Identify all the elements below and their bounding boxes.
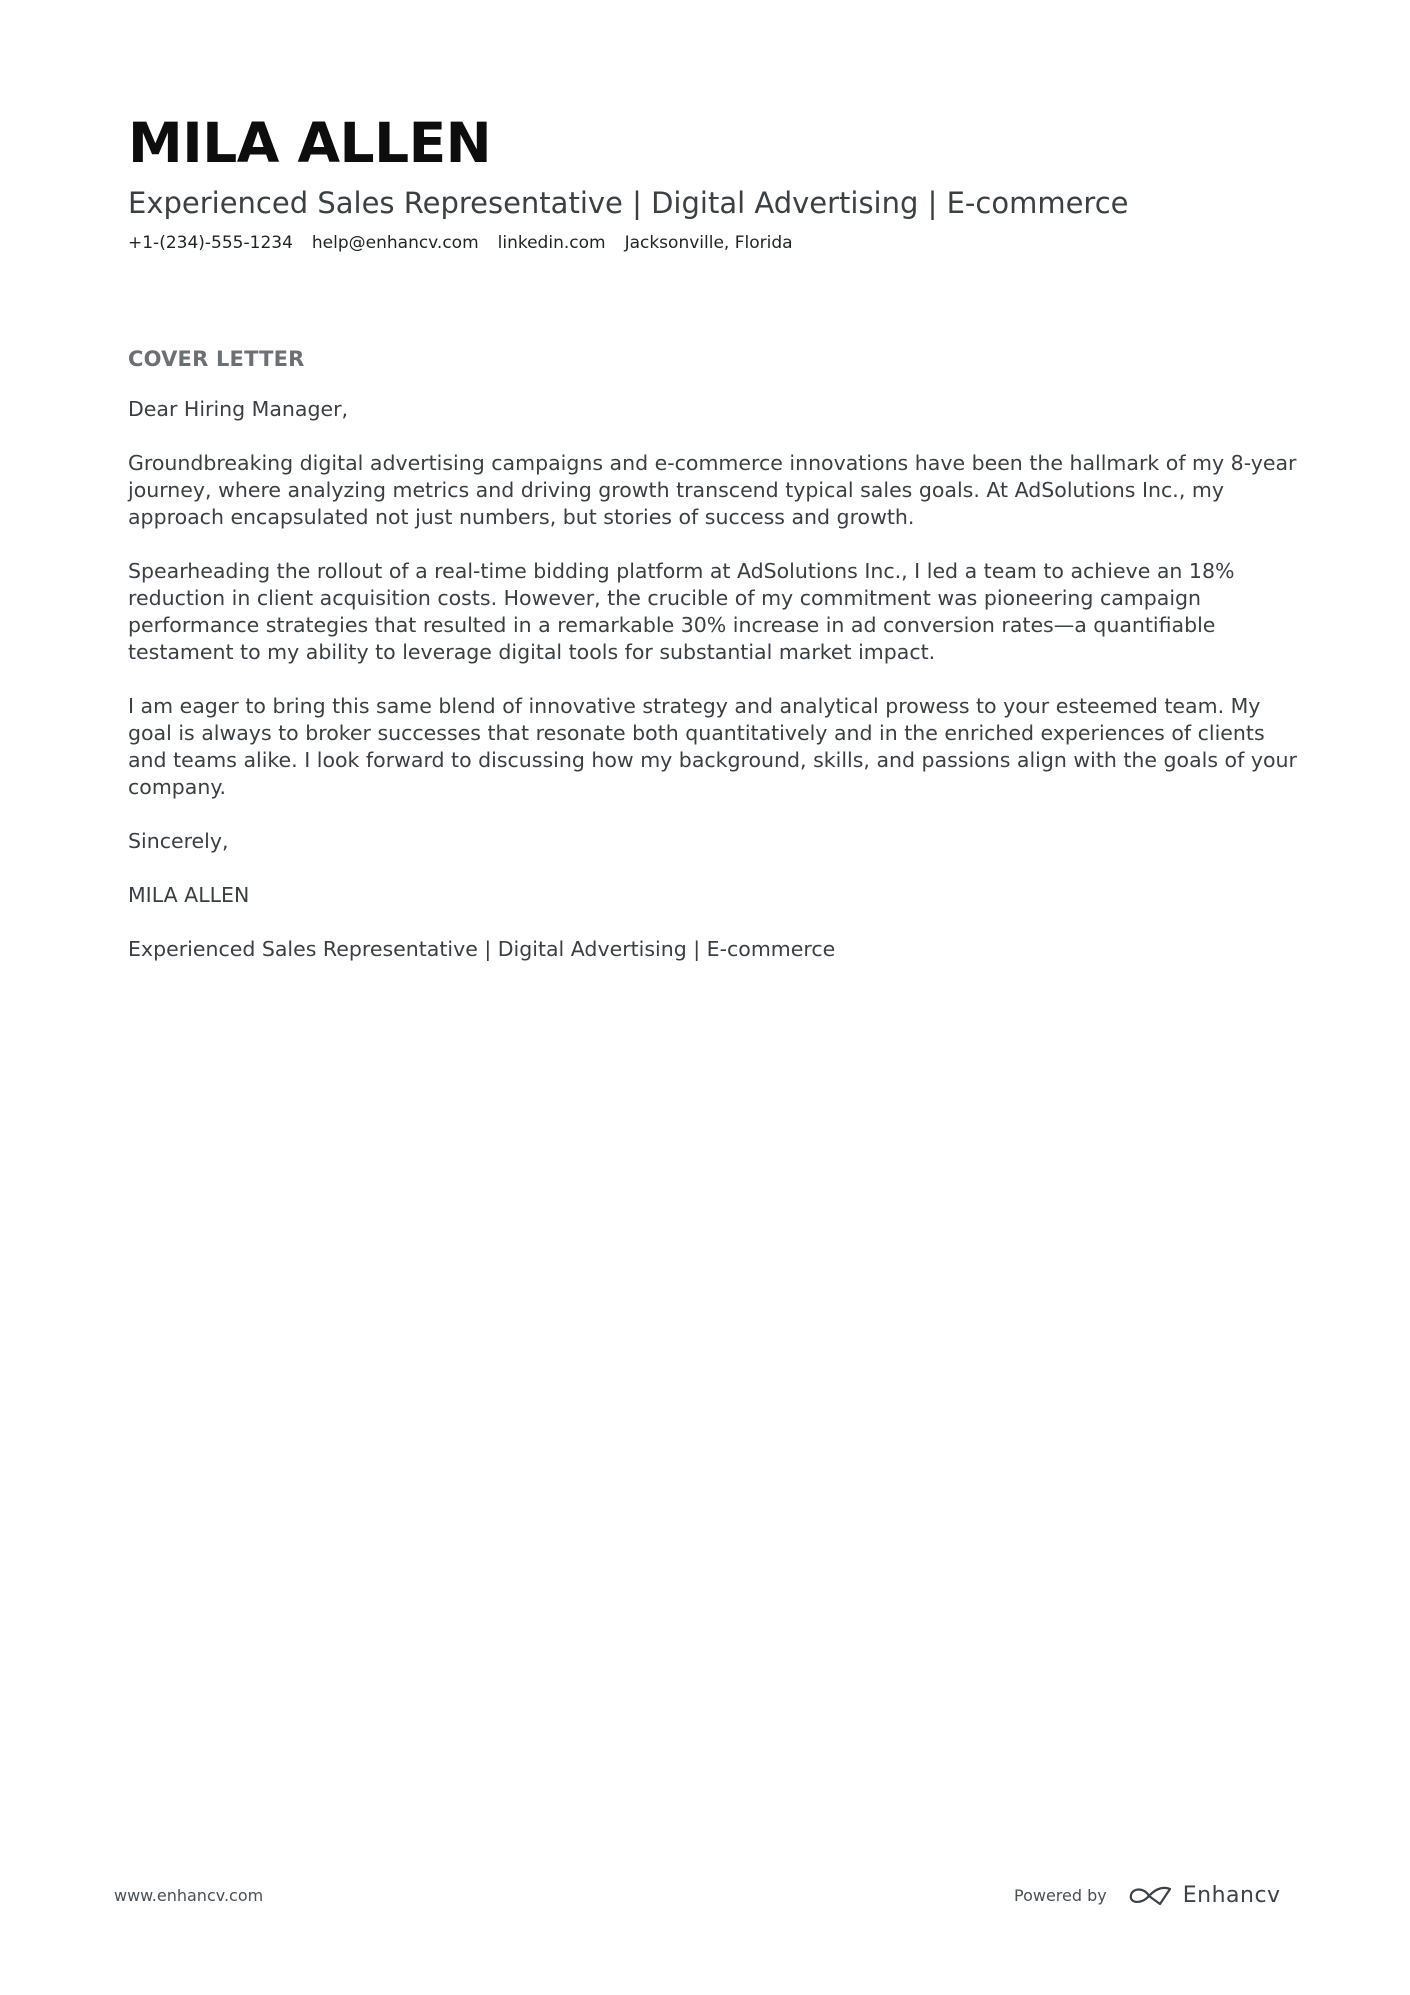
contact-email[interactable]: help@enhancv.com: [311, 233, 479, 253]
footer-website-link[interactable]: www.enhancv.com: [114, 1886, 264, 1905]
letter-greeting: Dear Hiring Manager,: [128, 397, 349, 421]
contact-phone[interactable]: +1-(234)-555-1234: [128, 233, 293, 253]
applicant-headline: Experienced Sales Representative | Digital Advertising | E-commerce: [128, 186, 1129, 220]
resume-header: [128, 108, 1278, 254]
powered-by-label: Powered by: [1014, 1886, 1107, 1905]
contact-linkedin[interactable]: linkedin.com: [497, 233, 606, 253]
section-title: COVER LETTER: [128, 347, 305, 371]
contact-info: [128, 232, 1278, 254]
letter-body: [128, 344, 1298, 963]
letter-paragraph: Groundbreaking digital advertising campaigns and e-commerce innovations have been the hallmark of my 8-year journey, where analyzing metrics and driving growth transcend typical sales goals. At AdSolutions Inc., my approach encapsulated not just numbers, but stories of success and growth.: [128, 451, 1297, 529]
letter-paragraph: I am eager to bring this same blend of innovative strategy and analytical prowess to your esteemed team. My goal is always to broker successes that resonate both quantitatively and in the enriched experiences of clients and teams alike. I look forward to discussing how my background, skills, and passions align with the goals of your company.: [128, 694, 1297, 799]
applicant-name: MILA ALLEN: [128, 111, 492, 175]
letter-paragraph: Spearheading the rollout of a real-time bidding platform at AdSolutions Inc., I led a team to achieve an 18% reduction in client acquisition costs. However, the crucible of my commitment was pioneering campaign performance strategies that resulted in a remarkable 30% increase in ad conversion rates—a quantifiable testament to my ability to leverage digital tools for substantial market impact.: [128, 559, 1235, 664]
enhancv-logo-icon: [1127, 1884, 1173, 1908]
contact-location: Jacksonville, Florida: [624, 233, 793, 253]
letter-closing: Sincerely,: [128, 829, 229, 853]
brand-logo: [1127, 1883, 1281, 1909]
signature-name: MILA ALLEN: [128, 883, 250, 907]
signature-title: Experienced Sales Representative | Digital Advertising | E-commerce: [128, 937, 836, 961]
powered-by-badge[interactable]: [1014, 1883, 1281, 1909]
brand-name: Enhancv: [1182, 1883, 1281, 1908]
